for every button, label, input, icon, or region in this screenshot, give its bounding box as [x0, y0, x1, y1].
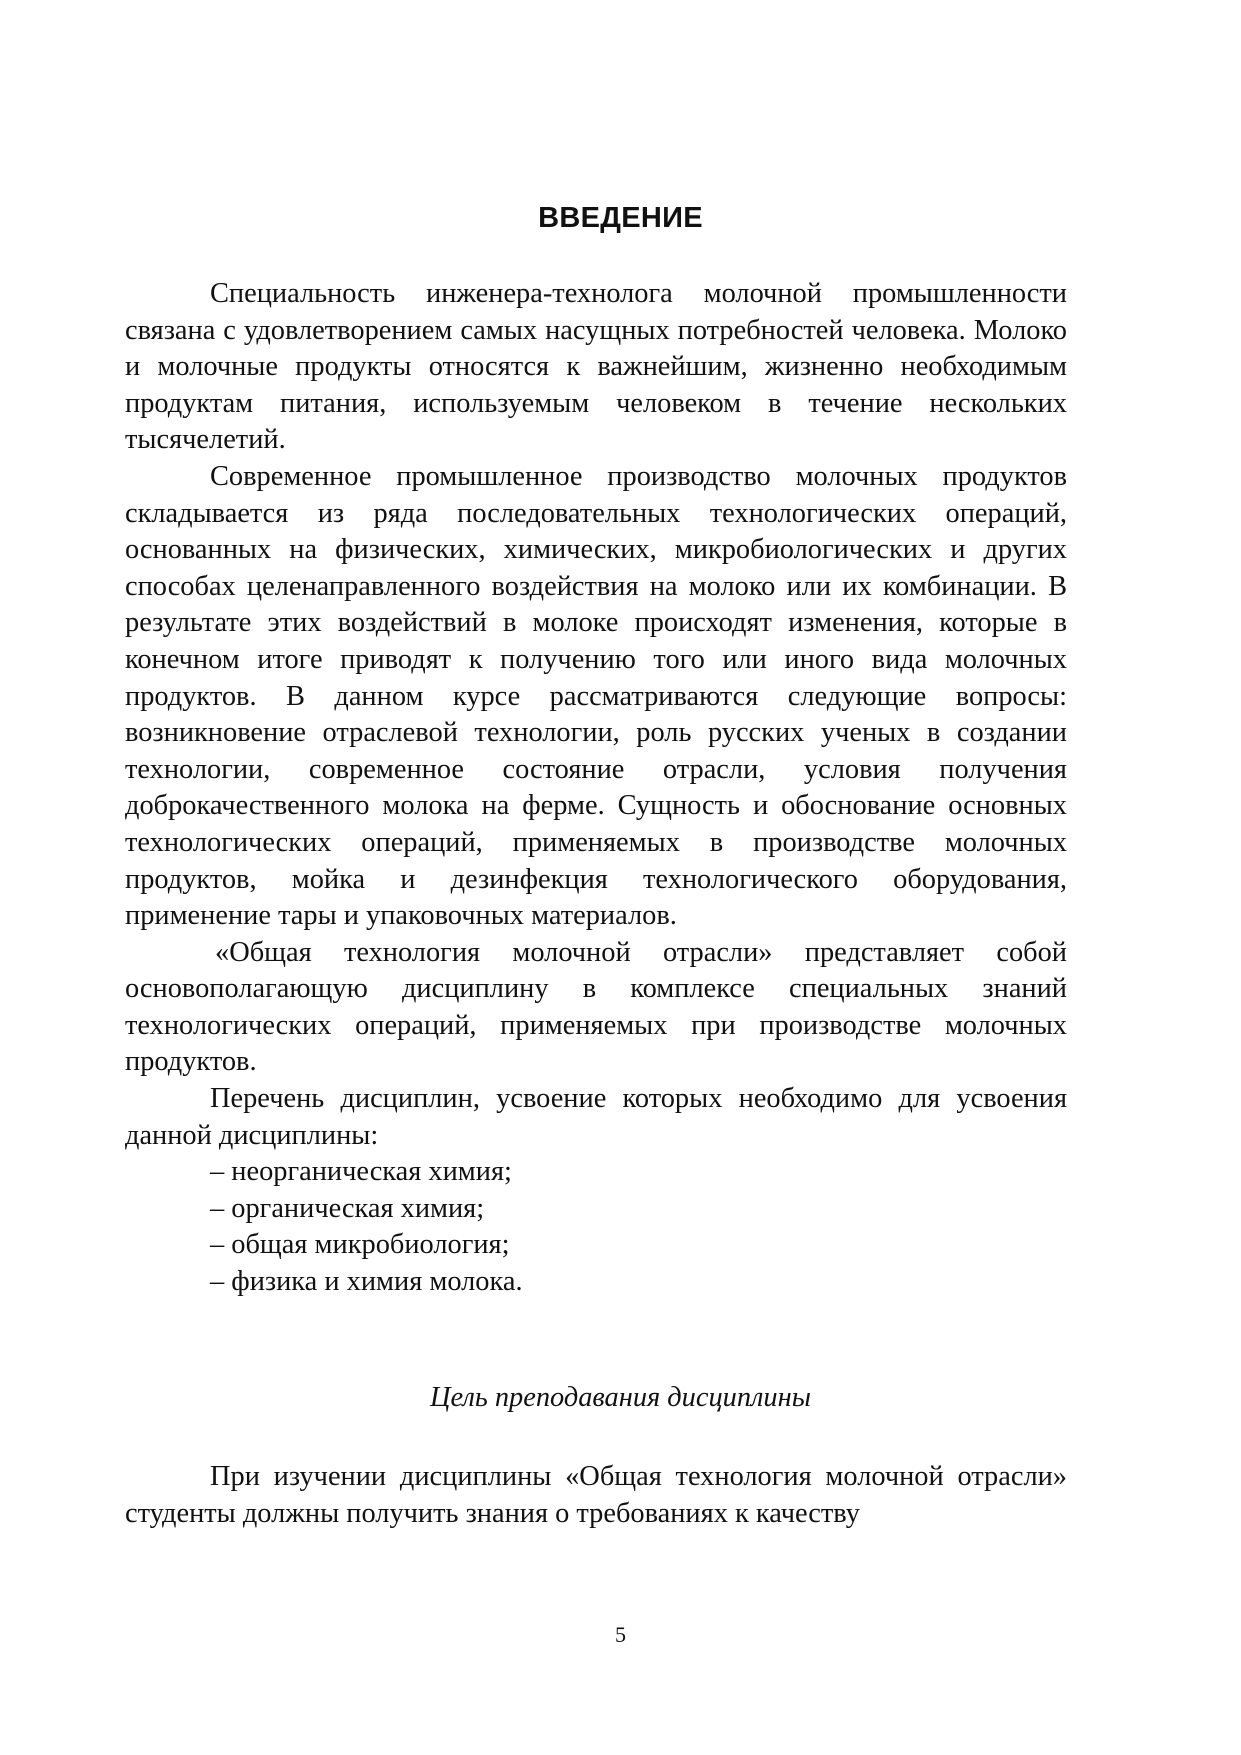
paragraph-2: Современное промышленное производство молочных продуктов складывается из ряда последовательных технологических операций, основанных на физических, химических, микробиологических и других способах целенаправленного воздействия на молоко или их комбинации. В результате этих воздействий в молоке происходят изменения, которые в конечном итоге приводят к получению того или иного вида молочных продуктов. В данном курсе рассматриваются следующие вопросы: возникновение отраслевой технологии, роль русских ученых в создании технологии, современное состояние отрасли, условия получения доброкачественного молока на ферме. Сущность и обоснование основных технологических операций, применяемых в производстве молочных продуктов, мойка и дезинфекция технологического оборудования, применение тары и упаковочных материалов.	[125, 460, 1067, 932]
intro-body	[125, 276, 1067, 1301]
list-item: – физика и химия молока.	[210, 1266, 523, 1298]
goal-body	[125, 1458, 1067, 1532]
paragraph-5: При изучении дисциплины «Общая технология молочной отрасли» студенты должны получить знания о требованиях к качеству	[125, 1461, 1067, 1529]
paragraph-1: Специальность инженера-технолога молочной промышленности связана с удовлетворением самых насущных потребностей человека. Молоко и молочные продукты относятся к важнейшим, жизненно необходимым продуктам питания, используемым человеком в течение нескольких тысячелетий.	[125, 278, 1067, 456]
prerequisite-list	[125, 1154, 1067, 1300]
list-item: – неорганическая химия;	[210, 1156, 512, 1188]
list-item: – общая микробиология;	[210, 1229, 510, 1261]
section-subtitle: Цель преподавания дисциплины	[430, 1382, 811, 1413]
paragraph-3: «Общая технология молочной отрасли» представляет собой основополагающую дисциплину в комплексе специальных знаний технологических операций, применяемых при производстве молочных продуктов.	[125, 936, 1067, 1078]
page-title: ВВЕДЕНИЕ	[538, 202, 703, 234]
list-item: – органическая химия;	[210, 1192, 485, 1224]
page-number: 5	[615, 1622, 626, 1647]
paragraph-4: Перечень дисциплин, усвоение которых необходимо для усвоения данной дисциплины:	[125, 1083, 1067, 1151]
